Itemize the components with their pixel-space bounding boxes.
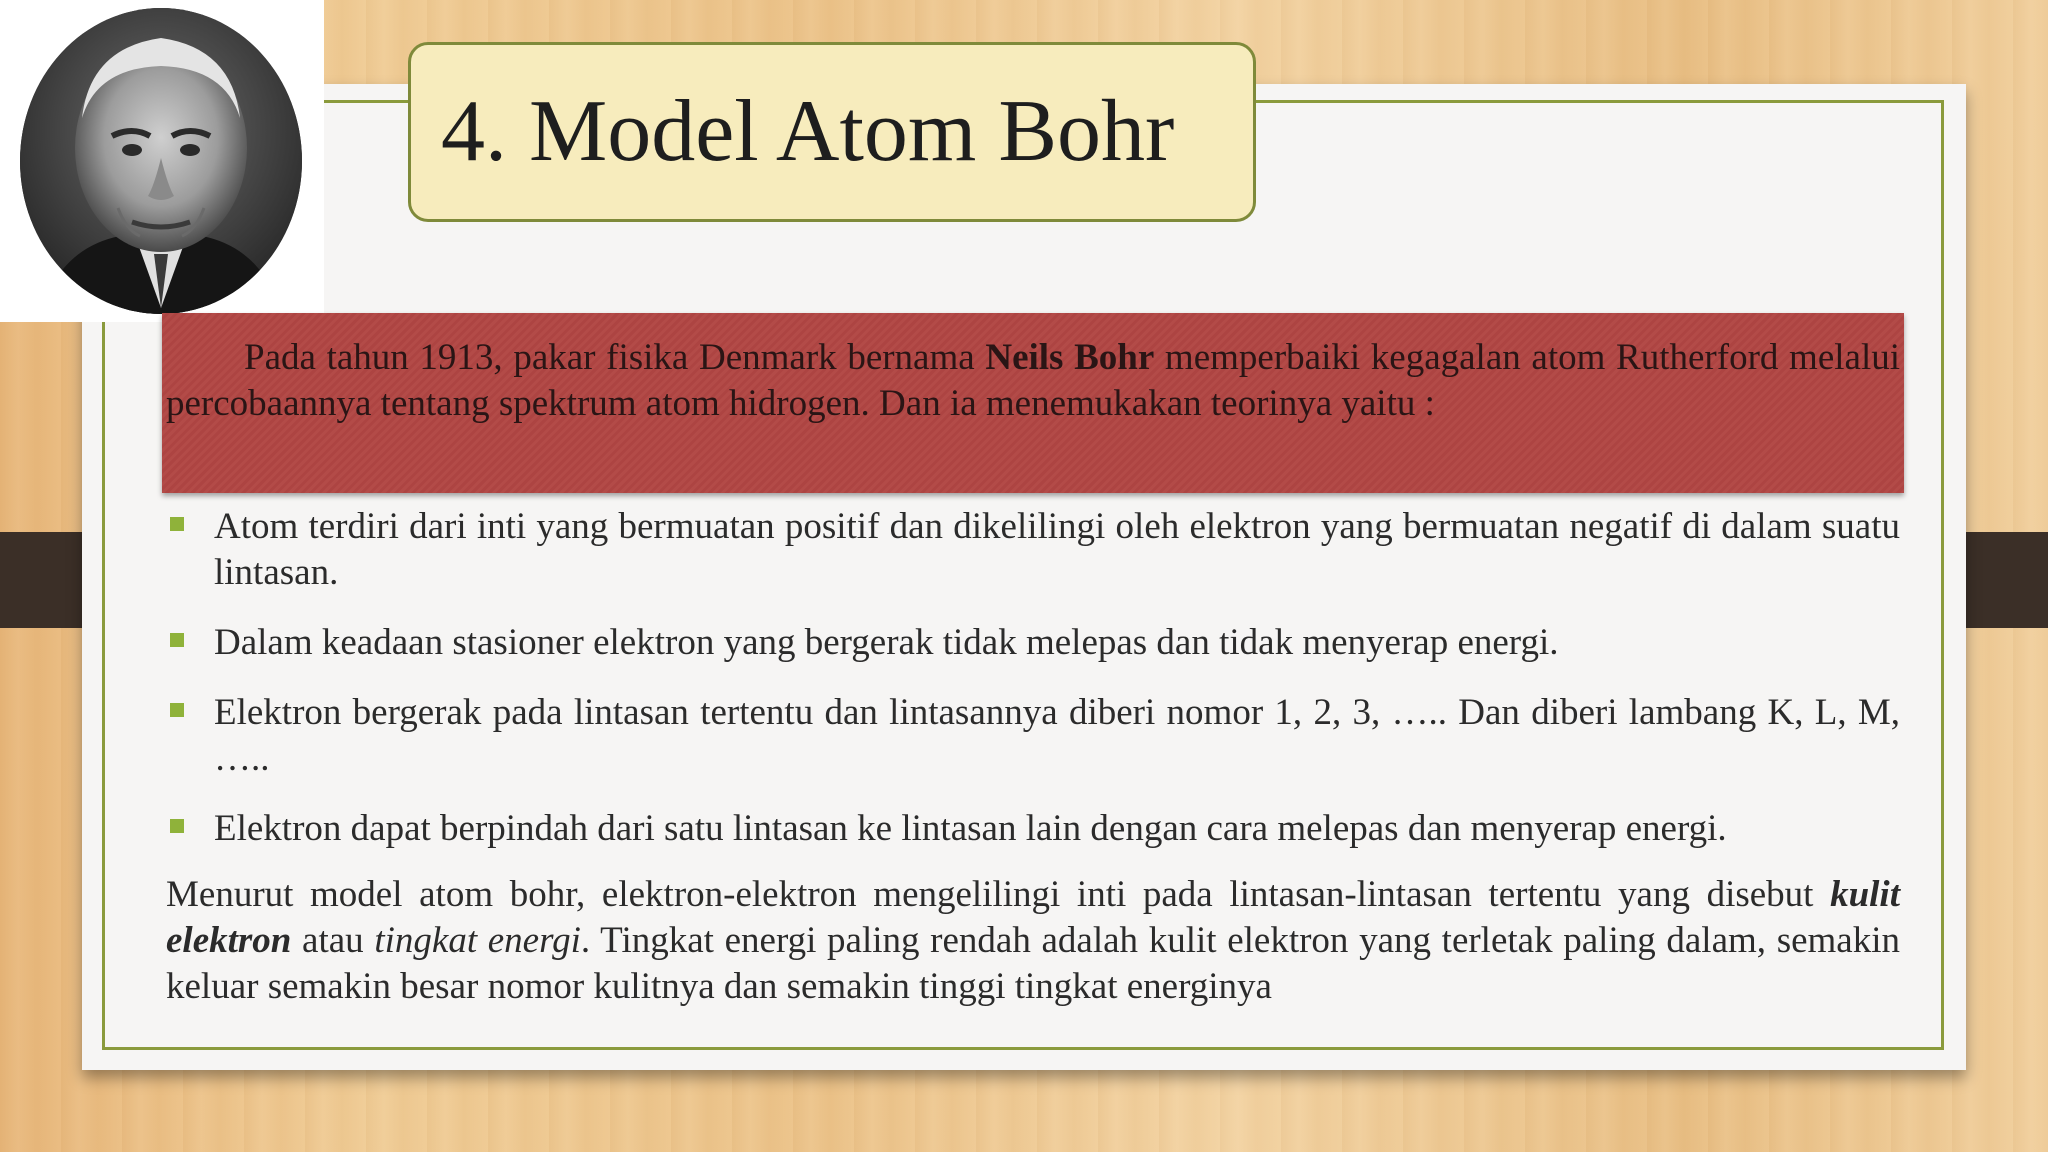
closing-paragraph [166,872,1900,1010]
list-item [168,806,1900,852]
title-box [408,42,1256,222]
list-item [168,690,1900,782]
intro-name-bold: Neils Bohr [985,337,1155,378]
intro-text-part2: memperbaiki kegagalan atom Rutherford melalui percobaannya tentang spektrum atom hidrogen. Dan ia menemukakan teorinya yaitu : [166,337,1901,424]
square-bullet-icon [170,819,184,833]
term-kulit-elektron: kulit elektron [166,874,1900,961]
intro-paragraph [166,335,1900,427]
portrait-photo [20,8,302,314]
square-bullet-icon [170,703,184,717]
square-bullet-icon [170,517,184,531]
bullet-text: Dalam keadaan stasioner elektron yang bergerak tidak melepas dan tidak menyerap energi. [214,622,1559,663]
bullet-text: Elektron dapat berpindah dari satu lintasan ke lintasan lain dengan cara melepas dan menyerap energi. [214,808,1727,849]
list-item [168,620,1900,666]
intro-box [162,313,1904,493]
term-tingkat-energi: tingkat energi [374,920,581,961]
closing-text-part2: atau [291,920,375,961]
intro-text-part1: Pada tahun 1913, pakar fisika Denmark bernama [244,337,986,378]
bullet-text: Atom terdiri dari inti yang bermuatan positif dan dikelilingi oleh elektron yang bermuatan negatif di dalam suatu lintasan. [214,506,1900,593]
theory-bullet-list [168,504,1900,876]
list-item [168,504,1900,596]
closing-text-part1: Menurut model atom bohr, elektron-elektron mengelilingi inti pada lintasan-lintasan tertentu yang disebut [166,874,1831,915]
portrait-frame [0,0,324,322]
square-bullet-icon [170,633,184,647]
closing-text-part3: . Tingkat energi paling rendah adalah kulit elektron yang terletak paling dalam, semakin keluar semakin besar nomor kulitnya dan semakin tinggi tingkat energinya [166,920,1900,1007]
slide-title: 4. Model Atom Bohr [441,83,1175,180]
bullet-text: Elektron bergerak pada lintasan tertentu dan lintasannya diberi nomor 1, 2, 3, ….. Dan diberi lambang K, L, M, ….. [214,692,1900,779]
